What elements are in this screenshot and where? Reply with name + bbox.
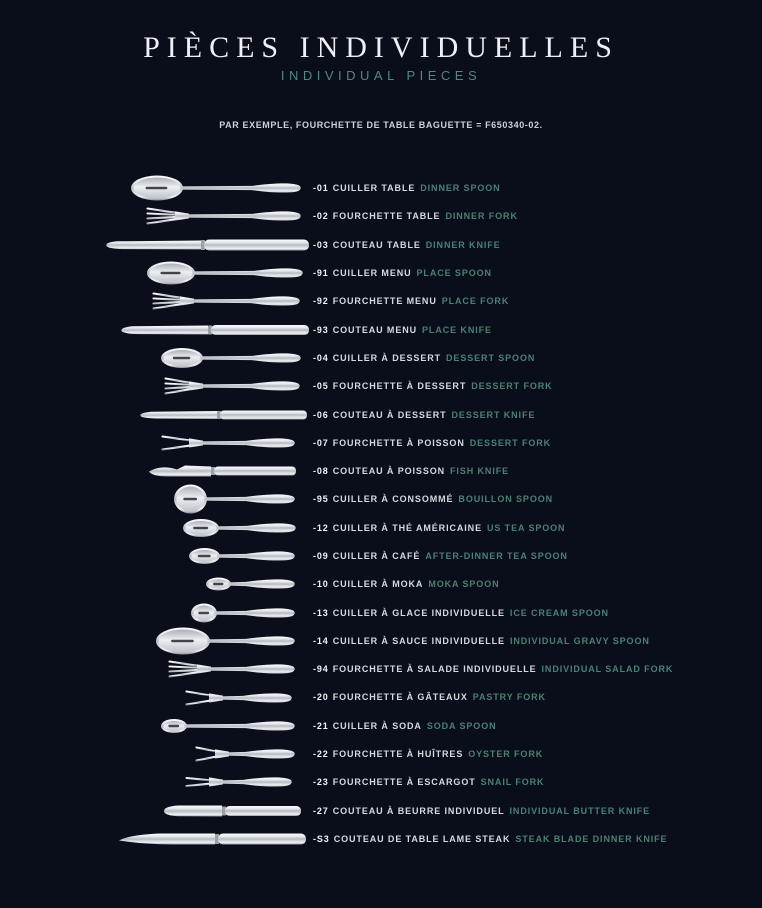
item-label [313, 664, 673, 674]
item-code: -02 [313, 211, 329, 222]
list-item [0, 598, 762, 626]
list-item [0, 797, 762, 825]
item-name-fr: CUILLER À SAUCE INDIVIDUELLE [332, 635, 505, 646]
dinner-fork-icon [0, 201, 310, 231]
item-name-fr: COUTEAU À DESSERT [332, 409, 447, 420]
item-name-en: INDIVIDUAL GRAVY SPOON [509, 635, 650, 646]
item-name-fr: CUILLER MENU [332, 268, 412, 279]
item-code: -05 [313, 381, 329, 392]
item-name-fr: FOURCHETTE À POISSON [332, 437, 465, 448]
list-item [0, 231, 762, 259]
item-name-en: US TEA SPOON [486, 522, 566, 533]
moka-spoon-icon [0, 569, 310, 599]
ice-cream-spoon-icon [0, 598, 310, 628]
item-code: -93 [313, 324, 329, 335]
us-tea-spoon-icon [0, 513, 310, 543]
item-name-en: OYSTER FORK [468, 749, 544, 760]
item-name-fr: CUILLER À SODA [332, 720, 422, 731]
list-item [0, 655, 762, 683]
gravy-spoon-icon [0, 626, 310, 656]
dessert-fork-icon [0, 371, 310, 401]
fish-fork-icon [0, 428, 310, 458]
list-item [0, 627, 762, 655]
item-code: -91 [313, 268, 329, 279]
item-code: -06 [313, 409, 329, 420]
list-item [0, 570, 762, 598]
item-code: -01 [313, 183, 329, 194]
list-item [0, 202, 762, 230]
place-spoon-icon [0, 258, 310, 288]
steak-knife-icon [0, 824, 310, 854]
item-label [313, 325, 492, 335]
page-title: PIÈCES INDIVIDUELLES [143, 31, 619, 64]
item-label [313, 240, 501, 250]
soda-spoon-icon [0, 711, 310, 741]
list-item [0, 712, 762, 740]
item-code: -22 [313, 749, 329, 760]
item-label [313, 721, 497, 731]
item-label [313, 268, 492, 278]
dinner-knife-icon [0, 230, 310, 260]
item-label [313, 579, 500, 589]
item-label [313, 608, 609, 618]
item-code: -21 [313, 720, 329, 731]
item-label [313, 523, 565, 533]
item-name-en: DESSERT FORK [471, 381, 553, 392]
item-name-en: DINNER SPOON [420, 183, 501, 194]
item-code: -14 [313, 635, 329, 646]
item-name-en: SODA SPOON [426, 720, 497, 731]
item-name-fr: COUTEAU MENU [332, 324, 418, 335]
list-item [0, 174, 762, 202]
item-label [313, 183, 501, 193]
list-item [0, 485, 762, 513]
item-name-fr: FOURCHETTE MENU [332, 296, 437, 307]
item-name-en: INDIVIDUAL SALAD FORK [541, 664, 674, 675]
item-label [313, 834, 667, 844]
item-code: -12 [313, 522, 329, 533]
item-label [313, 381, 553, 391]
item-name-fr: FOURCHETTE TABLE [332, 211, 441, 222]
item-name-fr: FOURCHETTE À ESCARGOT [332, 777, 476, 788]
item-code: -27 [313, 805, 329, 816]
pastry-fork-icon [0, 683, 310, 713]
page-subtitle: INDIVIDUAL PIECES [280, 68, 482, 83]
item-name-fr: COUTEAU À BEURRE INDIVIDUEL [332, 805, 505, 816]
item-label [313, 410, 535, 420]
item-name-en: AFTER-DINNER TEA SPOON [425, 551, 568, 561]
item-label [313, 353, 535, 363]
item-name-fr: COUTEAU À POISSON [332, 466, 446, 477]
item-label [313, 777, 544, 787]
item-label [313, 211, 518, 221]
item-code: -09 [313, 551, 329, 561]
item-name-en: BOUILLON SPOON [458, 494, 554, 505]
item-name-en: DESSERT KNIFE [451, 409, 536, 420]
item-code: -92 [313, 296, 329, 307]
list-item [0, 457, 762, 485]
item-name-fr: FOURCHETTE À GÂTEAUX [332, 692, 468, 703]
item-code: -94 [313, 664, 329, 675]
item-name-fr: FOURCHETTE À SALADE INDIVIDUELLE [332, 664, 537, 675]
item-label [313, 466, 509, 476]
item-name-fr: FOURCHETTE À DESSERT [332, 381, 467, 392]
list-item [0, 740, 762, 768]
list-item [0, 429, 762, 457]
item-code: -03 [313, 239, 329, 250]
item-code: -08 [313, 466, 329, 477]
item-name-en: MOKA SPOON [428, 579, 500, 590]
item-label [313, 296, 509, 306]
item-code: -04 [313, 352, 329, 363]
list-item [0, 344, 762, 372]
item-name-en: STEAK BLADE DINNER KNIFE [515, 833, 668, 844]
item-label [313, 551, 568, 561]
place-fork-icon [0, 286, 310, 316]
bouillon-spoon-icon [0, 484, 310, 514]
item-name-en: DINNER FORK [445, 211, 518, 222]
list-item [0, 259, 762, 287]
item-name-en: INDIVIDUAL BUTTER KNIFE [509, 805, 651, 816]
list-item [0, 400, 762, 428]
list-item [0, 825, 762, 853]
item-code: -95 [313, 494, 329, 505]
catalog-page [0, 30, 762, 908]
item-name-fr: CUILLER À MOKA [332, 579, 424, 590]
item-name-fr: CUILLER TABLE [332, 183, 416, 194]
after-dinner-tea-spoon-icon [0, 541, 310, 571]
list-item [0, 542, 762, 570]
oyster-fork-icon [0, 739, 310, 769]
item-code: -13 [313, 607, 329, 618]
item-code: -20 [313, 692, 329, 703]
item-label [313, 692, 546, 702]
item-label [313, 749, 543, 759]
item-code: -07 [313, 437, 329, 448]
item-name-fr: CUILLER À CAFÉ [332, 551, 421, 561]
item-name-en: FISH KNIFE [450, 466, 510, 477]
item-name-fr: CUILLER À GLACE INDIVIDUELLE [332, 607, 505, 618]
list-item [0, 514, 762, 542]
item-code: -23 [313, 777, 329, 788]
list-item [0, 683, 762, 711]
item-name-fr: COUTEAU DE TABLE LAME STEAK [333, 833, 511, 844]
snail-fork-icon [0, 767, 310, 797]
salad-fork-icon [0, 654, 310, 684]
item-name-en: PLACE KNIFE [422, 324, 492, 335]
item-label [313, 494, 553, 504]
fish-knife-icon [0, 456, 310, 486]
dinner-spoon-icon [0, 173, 310, 203]
item-name-en: SNAIL FORK [480, 777, 545, 788]
item-name-en: PASTRY FORK [472, 692, 546, 703]
item-label [313, 806, 650, 816]
dessert-knife-icon [0, 400, 310, 430]
item-code: -10 [313, 579, 329, 590]
example-note: PAR EXEMPLE, FOURCHETTE DE TABLE BAGUETTE = F650340-02. [219, 120, 543, 130]
item-name-en: DESSERT SPOON [446, 352, 536, 363]
item-name-en: PLACE SPOON [416, 268, 492, 279]
list-item [0, 315, 762, 343]
item-label [313, 438, 551, 448]
item-name-fr: FOURCHETTE À HUÎTRES [332, 749, 464, 760]
list-item [0, 287, 762, 315]
item-name-fr: COUTEAU TABLE [332, 239, 421, 250]
item-name-en: PLACE FORK [441, 296, 510, 307]
item-name-fr: CUILLER À DESSERT [332, 352, 442, 363]
pieces-list [0, 174, 762, 853]
dessert-spoon-icon [0, 343, 310, 373]
item-name-en: DINNER KNIFE [425, 239, 501, 250]
butter-knife-icon [0, 796, 310, 826]
item-name-en: DESSERT FORK [469, 437, 552, 448]
list-item [0, 768, 762, 796]
list-item [0, 372, 762, 400]
item-name-fr: CUILLER À THÉ AMÉRICAINE [332, 522, 482, 533]
item-name-en: ICE CREAM SPOON [509, 607, 609, 618]
item-label [313, 636, 650, 646]
place-knife-icon [0, 315, 310, 345]
item-name-fr: CUILLER À CONSOMMÉ [332, 494, 454, 505]
item-code: -S3 [313, 833, 330, 844]
